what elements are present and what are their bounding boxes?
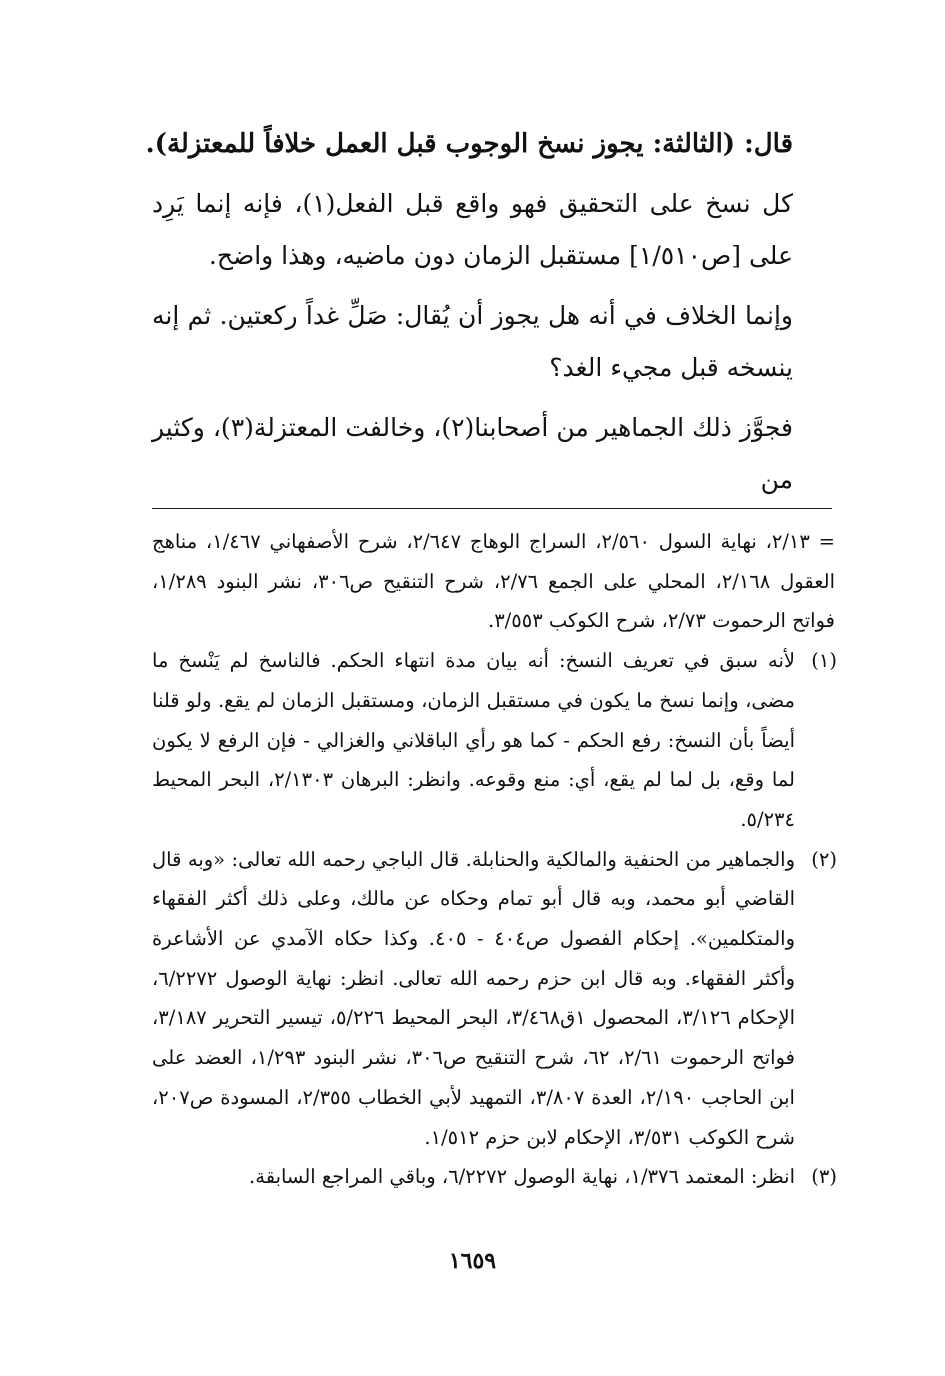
body-paragraph-1: كل نسخ على التحقيق فهو واقع قبل الفعل(١)، فإنه إنما يَرِد على [ص١/٥١٠] مستقبل الزمان دون ماضيه، وهذا واضح.	[152, 189, 793, 270]
footnote-text: والجماهير من الحنفية والمالكية والحنابلة. قال الباجي رحمه الله تعالى: «وبه قال القاضي أبو محمد، وبه قال أبو تمام وحكاه عن مالك، وعلى ذلك أكثر الفقهاء والمتكلمين». إحكام الفصول ص٤٠٤ - ٤٠٥. وكذا حكاه الآمدي عن الأشاعرة وأكثر الفقهاء. وبه قال ابن حزم رحمه الله تعالى. انظر: نهاية الوصول ٦/٢٢٧٢، الإحكام ٣/١٢٦، المحصول ١ق٣/٤٦٨، البحر المحيط ٥/٢٢٦، تيسير التحرير ٣/١٨٧، فواتح الرحموت ٢/٦١، ٦٢، شرح التنقيح ص٣٠٦، نشر البنود ١/٢٩٣، العضد على ابن الحاجب ٢/١٩٠، العدة ٣/٨٠٧، التمهيد لأبي الخطاب ٢/٣٥٥، المسودة ص٢٠٧، شرح الكوكب ٣/٥٣١، الإحكام لابن حزم ١/٥١٢.	[152, 847, 796, 1149]
footnote-number: (١)	[811, 649, 837, 673]
footnote-text: انظر: المعتمد ١/٣٧٦، نهاية الوصول ٦/٢٢٧٢، وباقي المراجع السابقة.	[249, 1165, 795, 1189]
footnote-2	[152, 840, 835, 1158]
footnote-text: لأنه سبق في تعريف النسخ: أنه بيان مدة انتهاء الحكم. فالناسخ لم يَنْسخ ما مضى، وإنما نسخ ما يكون في مستقبل الزمان، ومستقبل الزمان لم يقع. ولو قلنا أيضاً بأن النسخ: رفع الحكم - كما هو رأي الباقلاني والغزالي - فإن الرفع لا يكون لما وقع، بل لما لم يقع، أي: منع وقوعه. وانظر: البرهان ٢/١٣٠٣، البحر المحيط ٥/٢٣٤.	[152, 649, 795, 831]
body-paragraph-3: فجوَّز ذلك الجماهير من أصحابنا(٢)، وخالفت المعتزلة(٣)، وكثير من	[152, 413, 793, 494]
section-heading: قال: (الثالثة: يجوز نسخ الوجوب قبل العمل خلافاً للمعتزلة).	[145, 129, 793, 159]
footnote-number: (٢)	[811, 847, 837, 871]
footnote-1	[152, 641, 835, 840]
main-text	[145, 118, 793, 514]
footnote-continuation: = ٢/١٣، نهاية السول ٢/٥٦٠، السراج الوهاج ٢/٦٤٧، شرح الأصفهاني ١/٤٦٧، مناهج العقول ٢/١٦٨، المحلي على الجمع ٢/٧٦، شرح التنقيح ص٣٠٦، نشر البنود ١/٢٨٩، فواتح الرحموت ٢/٧٣، شرح الكوكب ٣/٥٥٣.	[152, 530, 836, 633]
page-number: ١٦٥٩	[448, 1248, 497, 1274]
footnote-divider	[152, 508, 832, 509]
footnote-number: (٣)	[811, 1165, 837, 1189]
body-paragraph-2: وإنما الخلاف في أنه هل يجوز أن يُقال: صَلِّ غداً ركعتين. ثم إنه ينسخه قبل مجيء الغد؟	[152, 301, 793, 382]
footnote-3	[152, 1157, 835, 1197]
footnotes	[152, 522, 835, 1197]
